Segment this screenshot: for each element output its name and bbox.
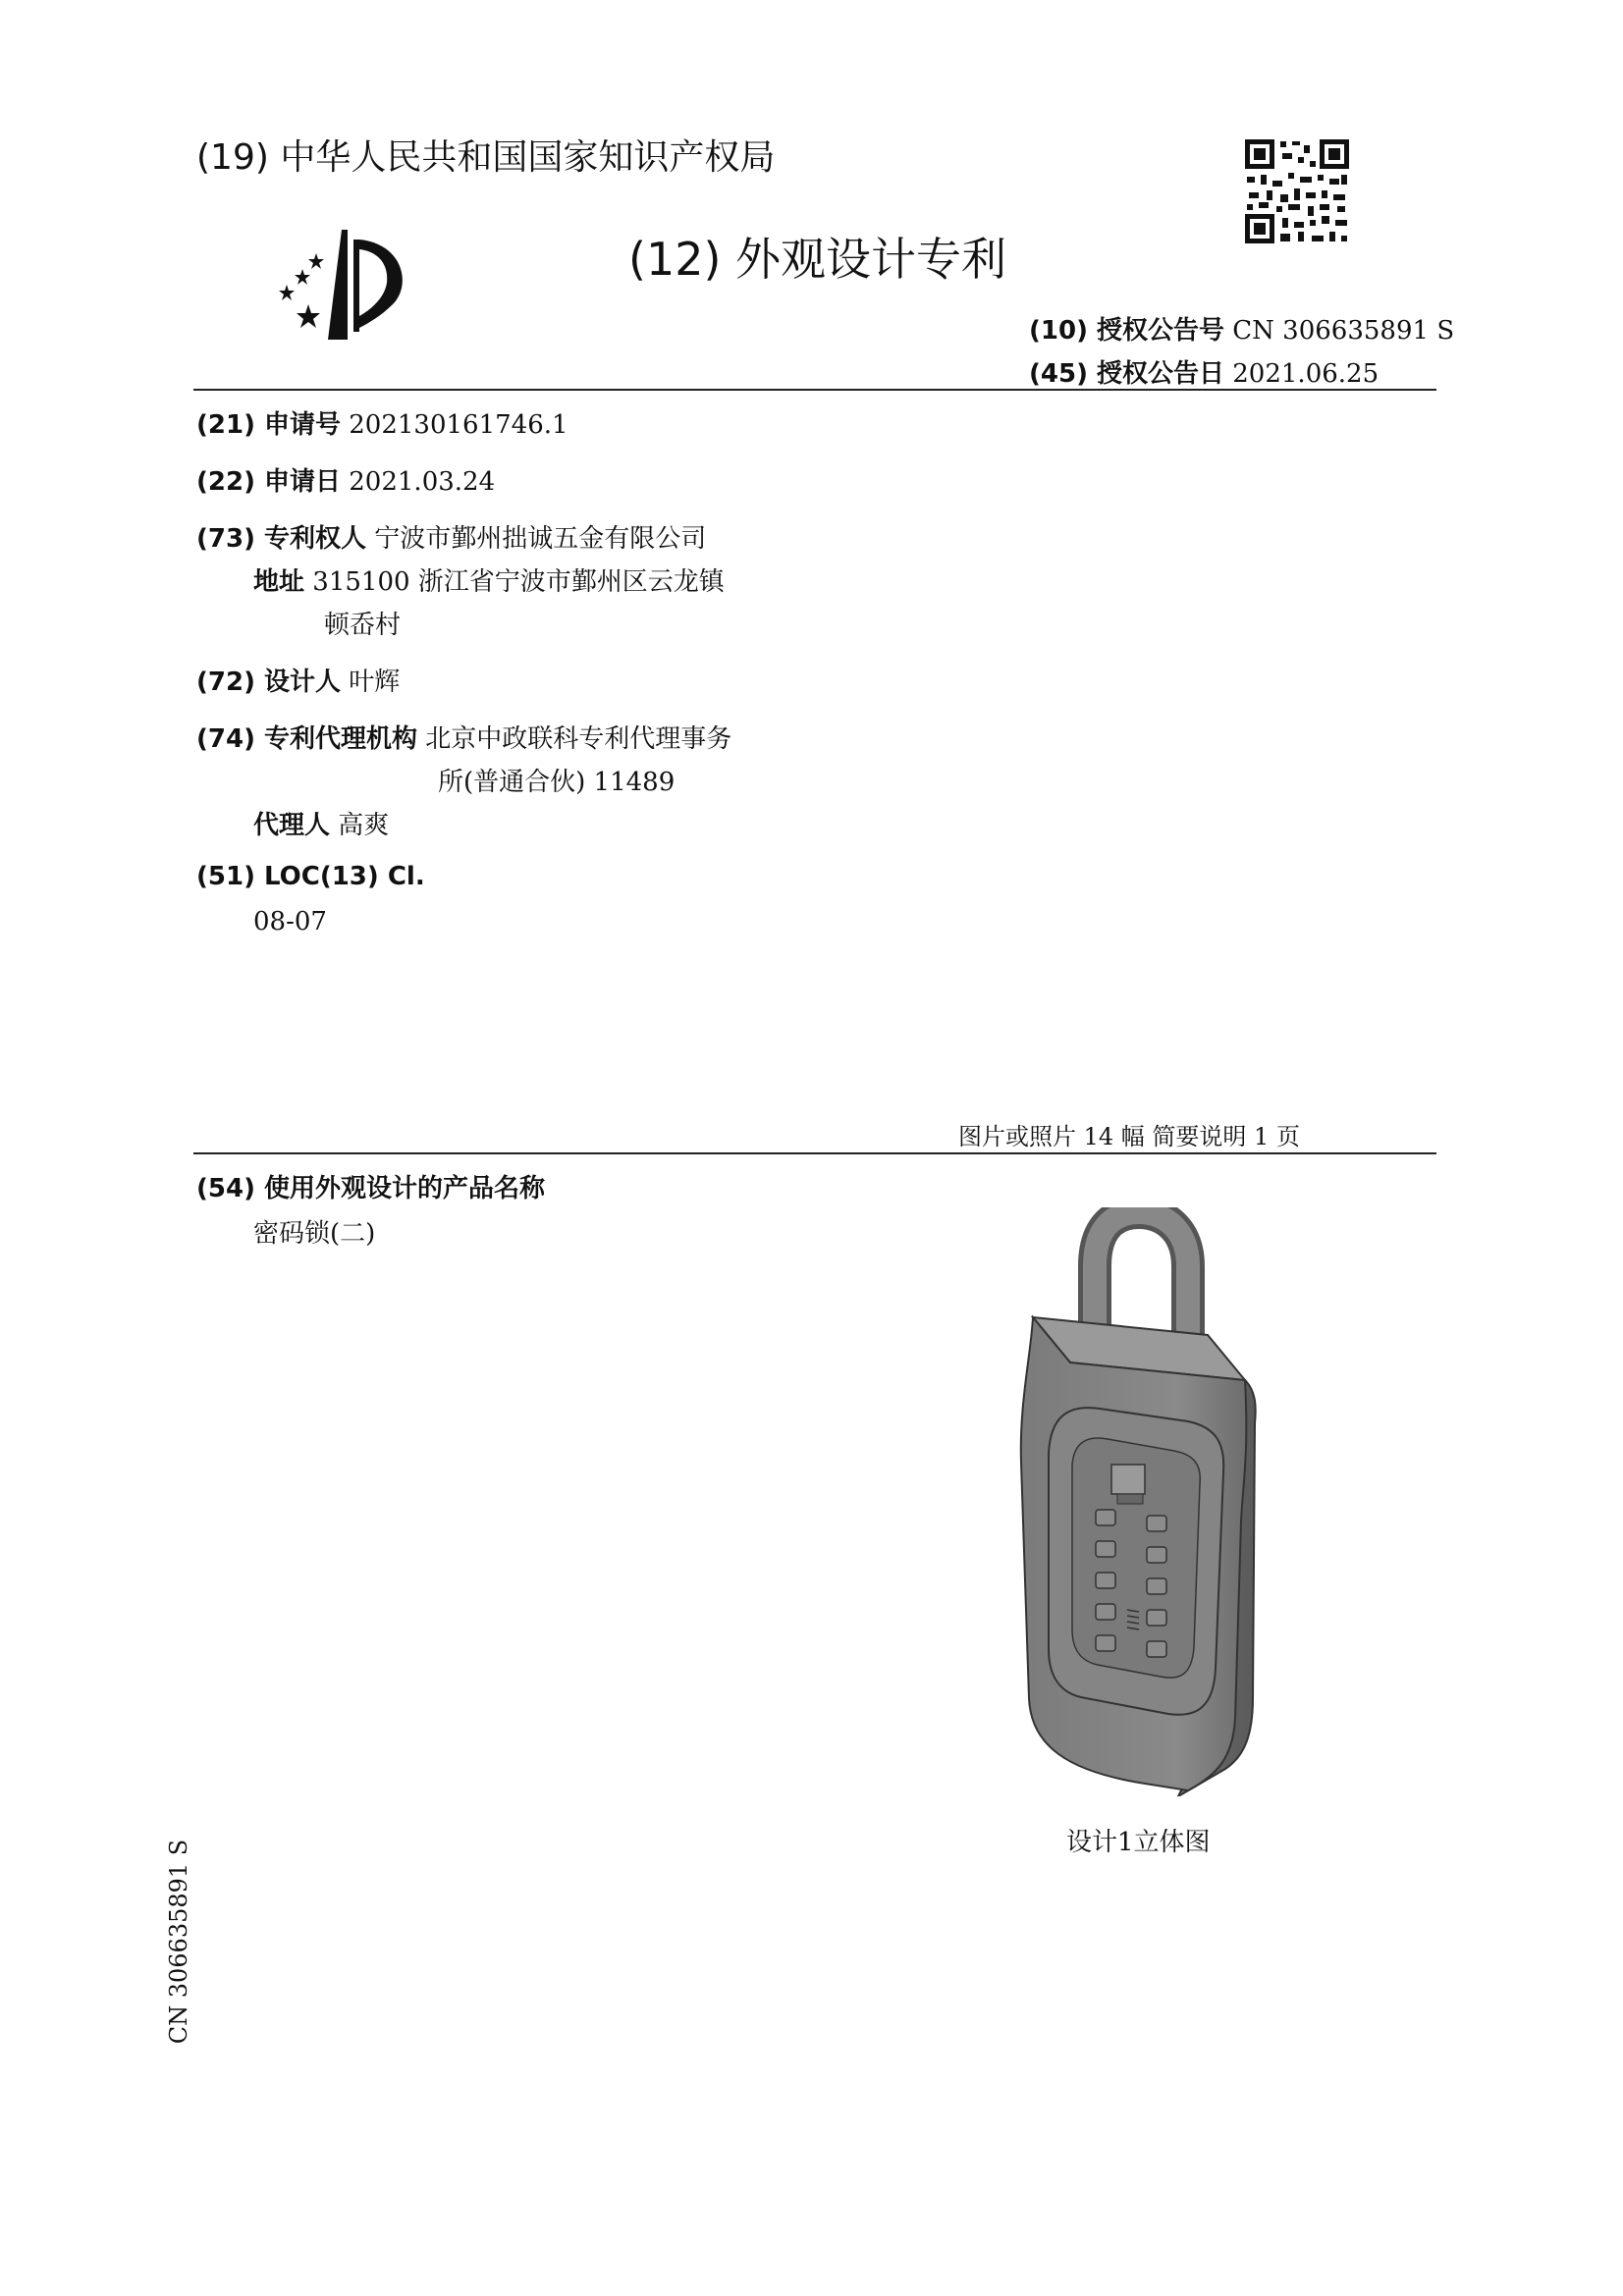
figure-count-summary: 图片或照片 14 幅 简要说明 1 页 [958, 1123, 1300, 1150]
address-line-2: 顿岙村 [324, 611, 402, 640]
application-number-value: 202130161746.1 [349, 410, 568, 440]
loc-classification-label: (51) LOC(13) Cl. [196, 862, 425, 891]
patentee-label: (73) 专利权人 [196, 524, 366, 554]
application-number-row [196, 404, 568, 441]
cnipa-logo-icon [265, 226, 422, 346]
combination-lock-drawing [992, 1207, 1306, 1796]
agency-label: (74) 专利代理机构 [196, 724, 417, 754]
grant-date-label: (45) 授权公告日 [1029, 359, 1224, 389]
grant-number-label: (10) 授权公告号 [1029, 316, 1224, 346]
grant-date-row [1029, 353, 1379, 390]
designer-row [196, 662, 400, 698]
address-line-1: 315100 浙江省宁波市鄞州区云龙镇 [312, 567, 725, 597]
application-date-label: (22) 申请日 [196, 467, 341, 497]
agency-line-2: 所(普通合伙) 11489 [438, 768, 676, 797]
agency-line-1: 北京中政联科专利代理事务 [425, 724, 732, 754]
agency-row [196, 719, 731, 755]
agent-label: 代理人 [253, 811, 331, 840]
patentee-value: 宁波市鄞州拙诚五金有限公司 [374, 524, 707, 554]
application-date-row [196, 461, 495, 498]
designer-label: (72) 设计人 [196, 667, 341, 697]
office-name: (19) 中华人民共和国国家知识产权局 [196, 137, 776, 178]
grant-date-value: 2021.06.25 [1232, 359, 1380, 389]
agent-row [253, 805, 389, 841]
designer-value: 叶辉 [349, 667, 401, 697]
patentee-row [196, 518, 706, 555]
application-date-value: 2021.03.24 [349, 467, 496, 497]
loc-classification-value: 08-07 [253, 907, 327, 936]
section-divider [193, 1152, 1436, 1154]
product-name-label: (54) 使用外观设计的产品名称 [196, 1174, 545, 1203]
figure-caption: 设计1立体图 [1066, 1828, 1211, 1857]
address-label: 地址 [253, 567, 305, 597]
product-name-value: 密码锁(二) [253, 1219, 376, 1249]
agent-value: 高爽 [338, 811, 390, 840]
address-row [253, 561, 725, 598]
grant-number-value: CN 306635891 S [1232, 316, 1455, 346]
grant-number-row [1029, 310, 1454, 347]
qr-code-icon [1243, 137, 1351, 245]
application-number-label: (21) 申请号 [196, 410, 341, 440]
side-publication-number: CN 306635891 S [165, 1839, 192, 2045]
document-type-title: (12) 外观设计专利 [628, 233, 1007, 286]
header-divider [193, 389, 1436, 391]
